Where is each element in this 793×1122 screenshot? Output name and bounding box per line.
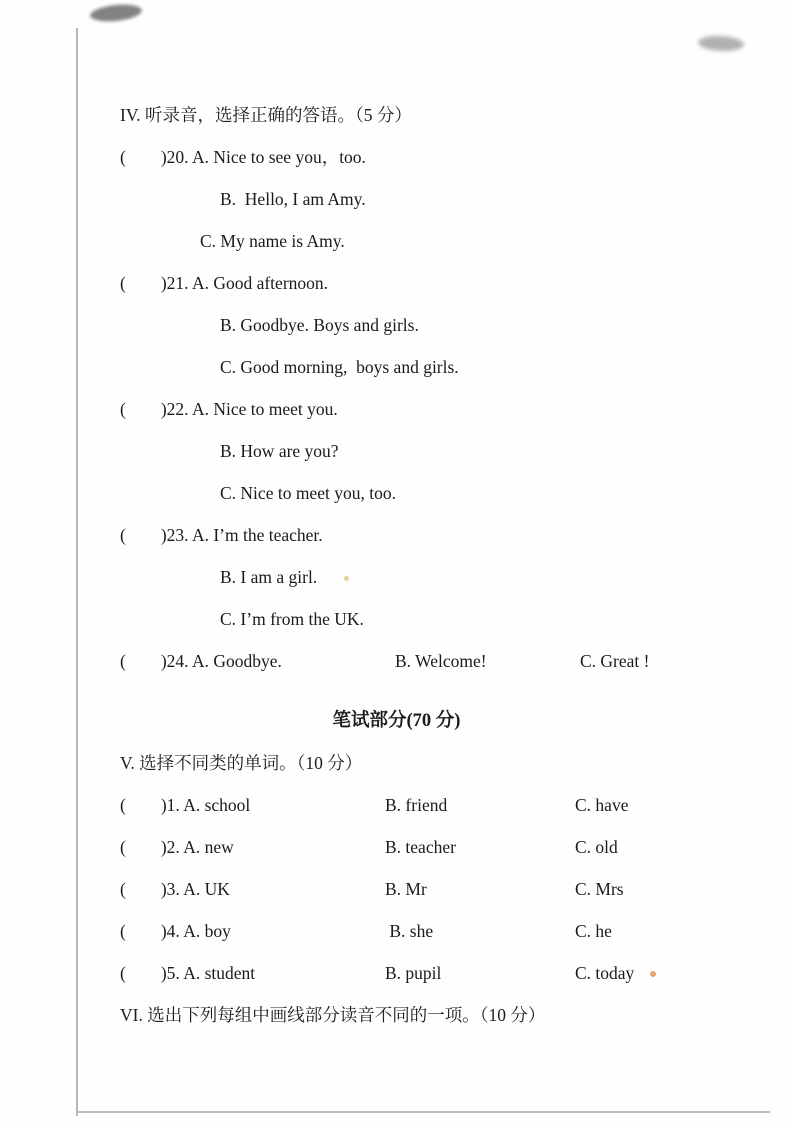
v-question-1-row (120, 784, 673, 826)
v5-option-a: ( )5. A. student (120, 963, 256, 983)
v5-option-c: C. today (575, 963, 635, 983)
q22-option-b: B. How are you? (220, 441, 339, 461)
v1-option-a: ( )1. A. school (120, 795, 251, 815)
q20-option-b: B. Hello, I am Amy. (220, 189, 366, 209)
section-vi-title: VI. 选出下列每组中画线部分读音不同的一项。（10 分） (120, 1005, 546, 1025)
q21-option-a: ( )21. A. Good afternoon. (120, 273, 329, 293)
q23-option-a: ( )23. A. I’m the teacher. (120, 525, 323, 545)
scan-artifact-top-right (698, 35, 745, 52)
v5-option-b: B. pupil (385, 963, 442, 983)
v2-option-a: ( )2. A. new (120, 837, 234, 857)
scan-artifact-top-left (89, 2, 142, 23)
q21-option-c: C. Good morning, boys and girls. (220, 357, 459, 377)
q20-option-c: C. My name is Amy. (200, 231, 345, 251)
v3-option-b: B. Mr (385, 879, 427, 899)
v4-option-a: ( )4. A. boy (120, 921, 231, 941)
q23-option-b: B. I am a girl. (220, 567, 318, 587)
q24-option-b: B. Welcome! (395, 651, 487, 671)
document-content (0, 94, 793, 1036)
v-question-3-row (120, 868, 673, 910)
q22-option-c: C. Nice to meet you, too. (220, 483, 396, 503)
v2-option-c: C. old (575, 837, 618, 857)
v1-option-c: C. have (575, 795, 629, 815)
q21-option-b: B. Goodbye. Boys and girls. (220, 315, 419, 335)
v-question-2-row (120, 826, 673, 868)
section-iv-title: IV. 听录音，选择正确的答语。（5 分） (120, 105, 412, 125)
q20-option-a: ( )20. A. Nice to see you，too. (120, 147, 366, 167)
q24-row (120, 640, 673, 682)
q23-option-c: C. I’m from the UK. (220, 609, 364, 629)
q24-option-a: ( )24. A. Goodbye. (120, 651, 282, 671)
written-part-header: 笔试部分(70 分) (332, 711, 461, 731)
section-v-title: V. 选择不同类的单词。（10 分） (120, 753, 363, 773)
v4-option-c: C. he (575, 921, 612, 941)
v-question-4-row (120, 910, 673, 952)
v-question-5-row (120, 952, 673, 994)
v3-option-c: C. Mrs (575, 879, 624, 899)
v2-option-b: B. teacher (385, 837, 456, 857)
q24-option-c: C. Great ! (580, 651, 650, 671)
scan-edge-bottom-line (76, 1111, 770, 1113)
q22-option-a: ( )22. A. Nice to meet you. (120, 399, 338, 419)
v4-option-b: B. she (385, 921, 434, 941)
v3-option-a: ( )3. A. UK (120, 879, 230, 899)
v1-option-b: B. friend (385, 795, 448, 815)
